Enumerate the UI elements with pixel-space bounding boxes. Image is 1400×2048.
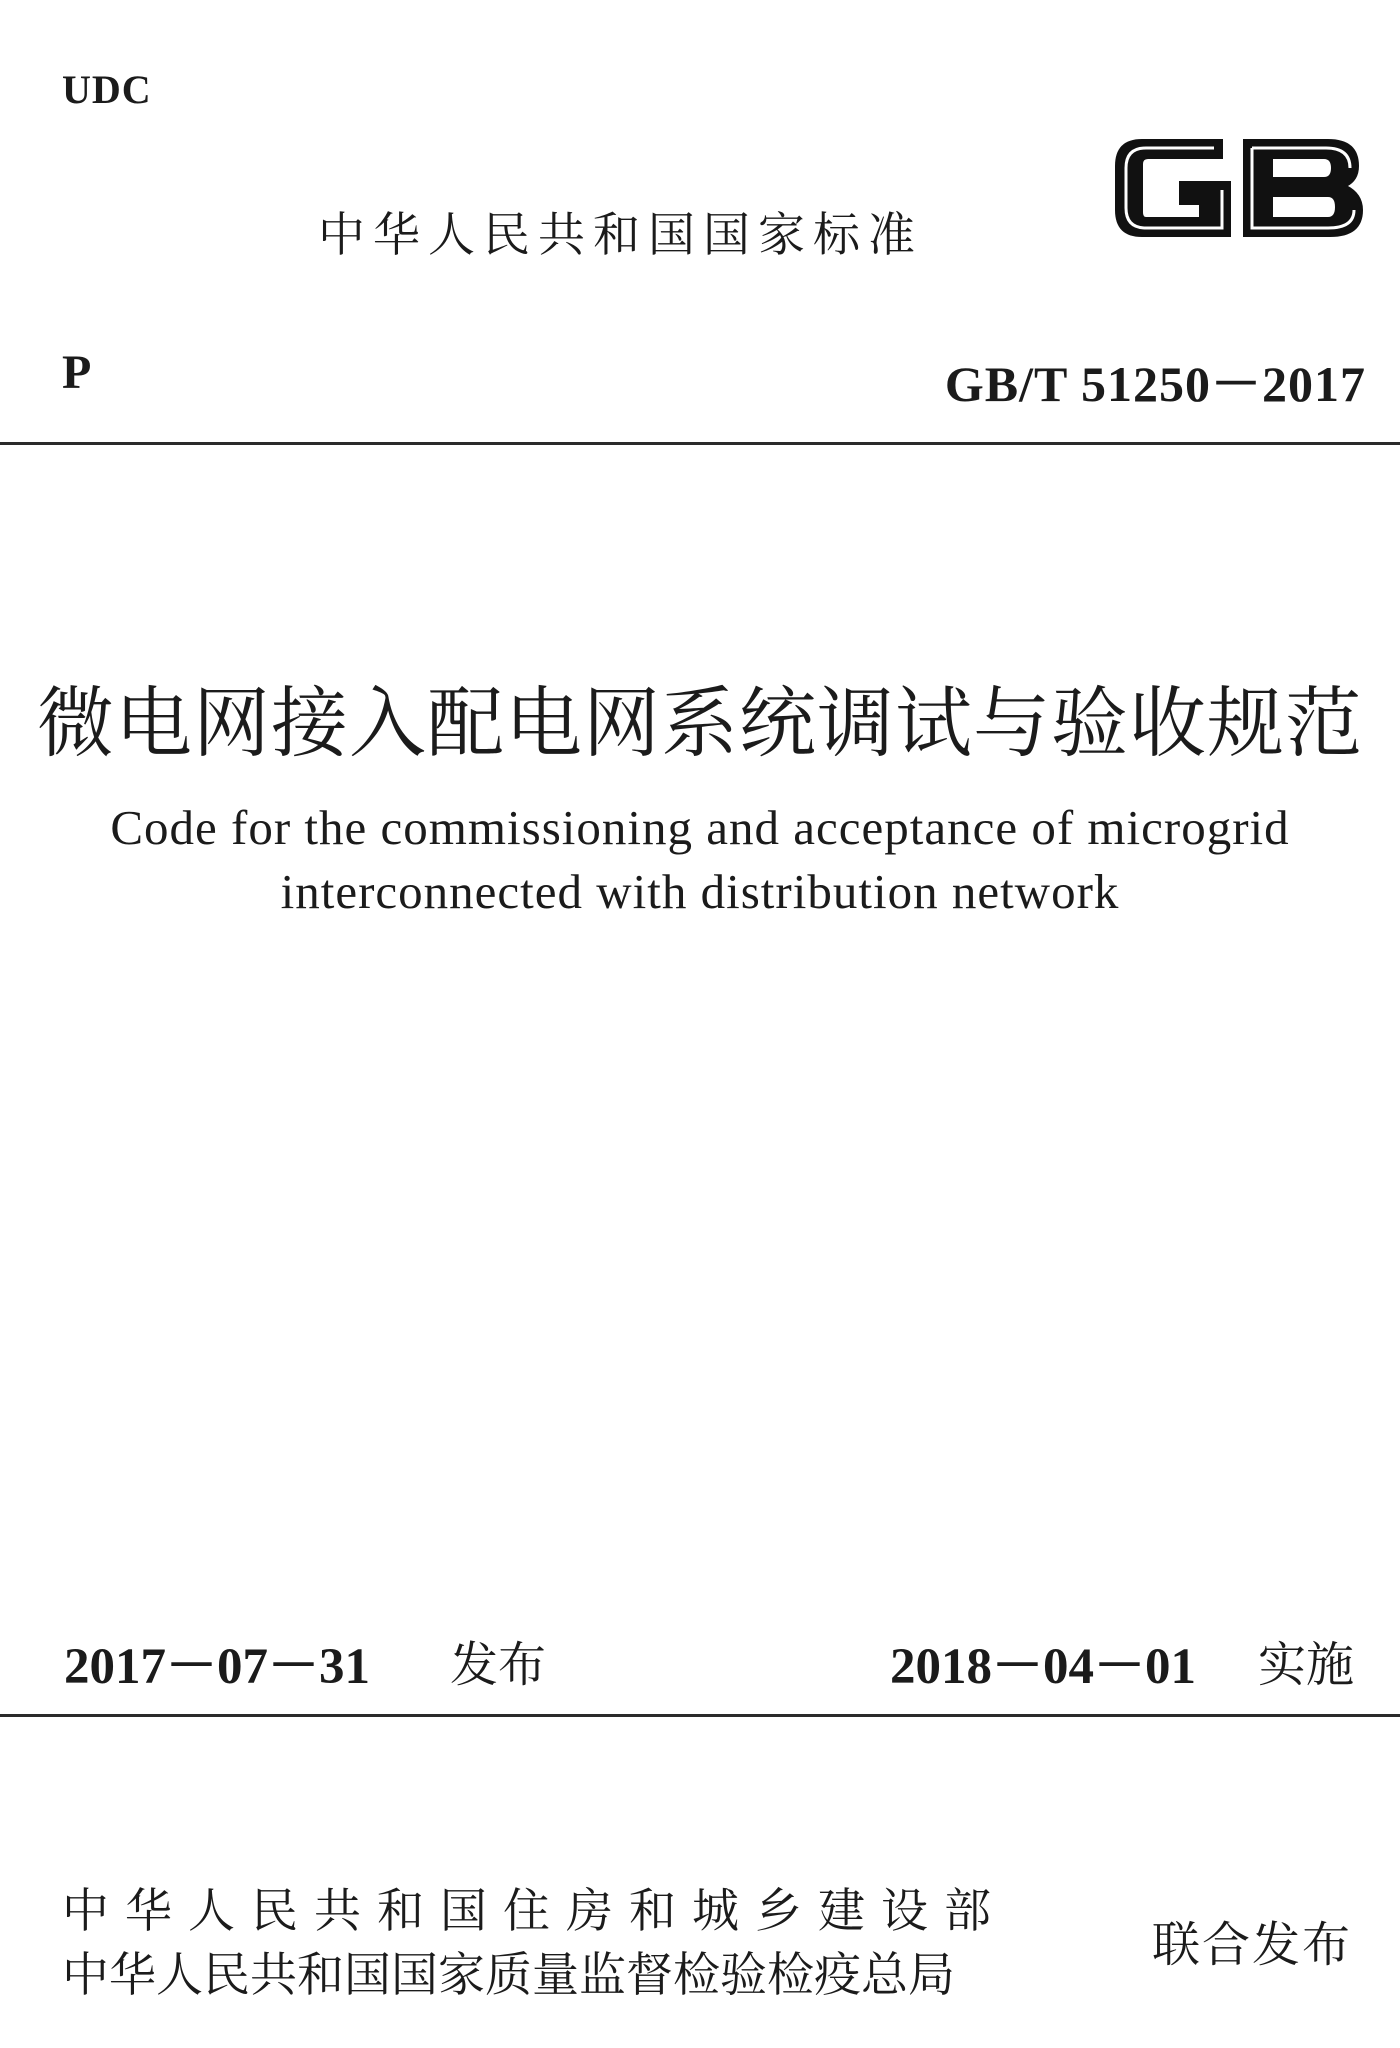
implementation-label: 实施 (1258, 1637, 1355, 1693)
issuer-ministry: 中华人民共和国住房和城乡建设部 (62, 1884, 1007, 1939)
implementation-date: 2018－04－01 (890, 1639, 1197, 1695)
issue-date: 2017－07－31 (64, 1639, 371, 1695)
standard-number: GB/T 51250－2017 (944, 356, 1366, 412)
national-standard-heading: 中华人民共和国国家标准 (318, 208, 923, 263)
title-chinese: 微电网接入配电网系统调试与验收规范 (37, 681, 1363, 767)
gb-logo (1102, 118, 1372, 258)
issue-label: 发布 (450, 1637, 547, 1693)
udc-label: UDC (62, 67, 152, 112)
issuer-aqsiq: 中华人民共和国国家质量监督检验检疫总局 (62, 1948, 955, 2003)
top-divider (0, 442, 1400, 445)
title-english-line1: Code for the commissioning and acceptance of microgrid (110, 800, 1290, 855)
title-english-line2: interconnected with distribution network (280, 864, 1120, 919)
title-english (0, 796, 1400, 924)
bottom-divider (0, 1714, 1400, 1717)
joint-issue-label: 联合发布 (1152, 1917, 1353, 1973)
category-code: P (62, 346, 92, 399)
